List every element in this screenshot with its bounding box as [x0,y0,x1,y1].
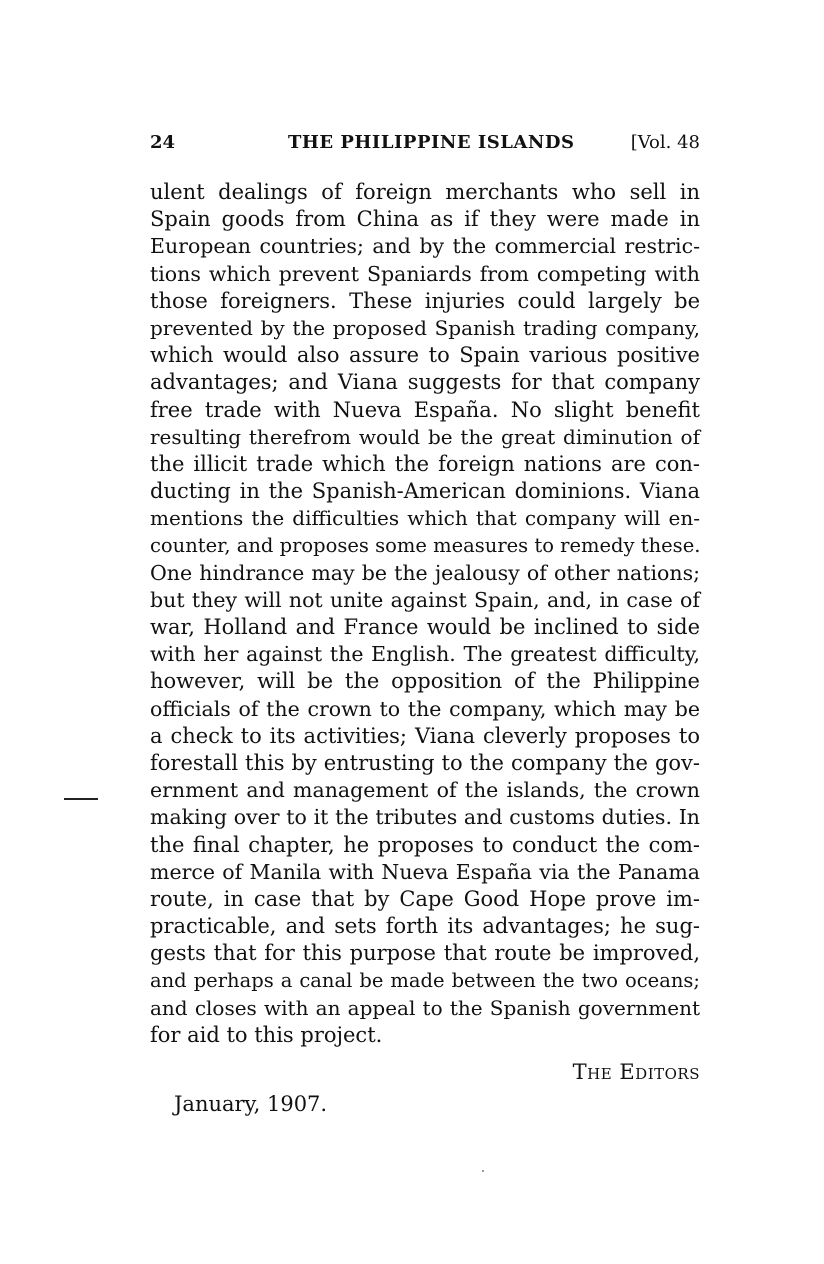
text-line: resulting therefrom would be the great diminution of [150,424,700,449]
text-line: advantages; and Viana suggests for that company [150,370,700,395]
editors-signature: The Editors [572,1060,700,1084]
text-line: tions which prevent Spaniards from competing with [150,261,700,286]
text-line: gests that for this purpose that route be improved, [150,941,700,966]
text-line: One hindrance may be the jealousy of other nations; [150,560,700,585]
text-line: merce of Manila with Nueva España via the Panama [150,859,700,884]
text-line: for aid to this project. [150,1022,383,1047]
text-line: which would also assure to Spain various positive [150,343,700,368]
text-line: ernment and management of the islands, the crown [150,778,700,803]
text-line: officials of the crown to the company, which may be [150,696,700,721]
text-line: forestall this by entrusting to the company the gov- [150,750,700,775]
text-line: the illicit trade which the foreign nations are con- [150,451,700,476]
text-line: making over to it the tributes and customs duties. In [150,805,700,830]
text-line: ducting in the Spanish-American dominions. Viana [150,479,700,504]
text-line: ulent dealings of foreign merchants who sell in [150,180,700,204]
volume-label: [Vol. 48 [630,132,700,153]
text-line: with her against the English. The greatest difficulty, [150,642,700,667]
text-line: prevented by the proposed Spanish trading company, [150,315,700,340]
page-number: 24 [150,132,176,153]
text-line: counter, and proposes some measures to remedy these. [150,534,701,558]
text-line: route, in case that by Cape Good Hope prove im- [150,886,700,911]
margin-mark [64,798,98,800]
text-line: European countries; and by the commercial restric- [150,234,700,259]
text-line: however, will be the opposition of the Philippine [150,669,700,694]
text-line: practicable, and sets forth its advantages; he sug- [150,914,700,939]
running-header [150,132,700,162]
text-line: but they will not unite against Spain, and, in case of [150,587,700,612]
text-line: and closes with an appeal to the Spanish government [150,995,700,1020]
text-line: the final chapter, he proposes to conduct the com- [150,832,700,857]
running-title: THE PHILIPPINE ISLANDS [288,132,575,153]
body-text [150,179,700,1049]
text-line: free trade with Nueva España. No slight benefit [150,397,700,422]
text-line: mentions the difficulties which that company will en- [150,506,700,531]
print-speck [482,1170,484,1172]
text-line: war, Holland and France would be inclined to side [150,615,700,639]
text-line: a check to its activities; Viana cleverly proposes to [150,723,700,748]
text-line: Spain goods from China as if they were made in [150,207,700,232]
date-line: January, 1907. [174,1092,328,1116]
text-line: and perhaps a canal be made between the two oceans; [150,969,700,993]
text-line: those foreigners. These injuries could largely be [150,288,700,313]
